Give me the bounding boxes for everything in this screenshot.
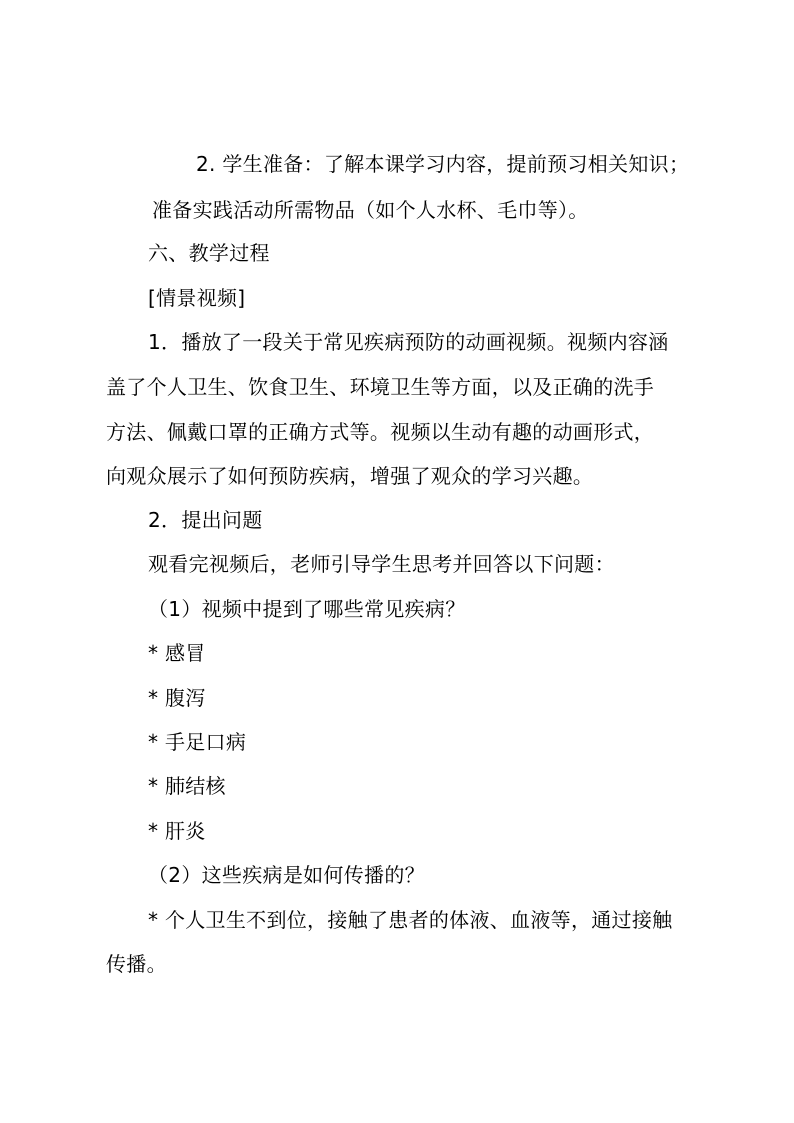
text-line: * 个人卫生不到位，接触了患者的体液、血液等，通过接触 [148,908,673,932]
text-line: 传播。 [106,952,167,976]
text-line: 1．播放了一段关于常见疾病预防的动画视频。视频内容涵 [148,330,669,354]
text-line: 2. 学生准备：了解本课学习内容，提前预习相关知识； [196,152,690,176]
section-heading: 六、教学过程 [148,241,270,265]
list-item: * 感冒 [148,641,206,665]
text-line: 准备实践活动所需物品（如个人水杯、毛巾等）。 [152,198,589,222]
list-item: * 肺结核 [148,774,226,798]
text-line: 向观众展示了如何预防疾病，增强了观众的学习兴趣。 [106,464,594,488]
list-item: * 腹泻 [148,686,206,710]
list-item: * 手足口病 [148,730,247,754]
text-line: [情景视频] [148,286,246,310]
text-line: 方法、佩戴口罩的正确方式等。视频以生动有趣的动画形式， [106,420,655,444]
text-line: （2）这些疾病是如何传播的？ [148,863,425,887]
text-line: 2．提出问题 [148,508,263,532]
text-line: 盖了个人卫生、饮食卫生、环境卫生等方面，以及正确的洗手 [106,375,655,399]
text-line: 观看完视频后，老师引导学生思考并回答以下问题： [148,552,615,576]
text-line: （1）视频中提到了哪些常见疾病？ [148,597,466,621]
list-item: * 肝炎 [148,819,206,843]
